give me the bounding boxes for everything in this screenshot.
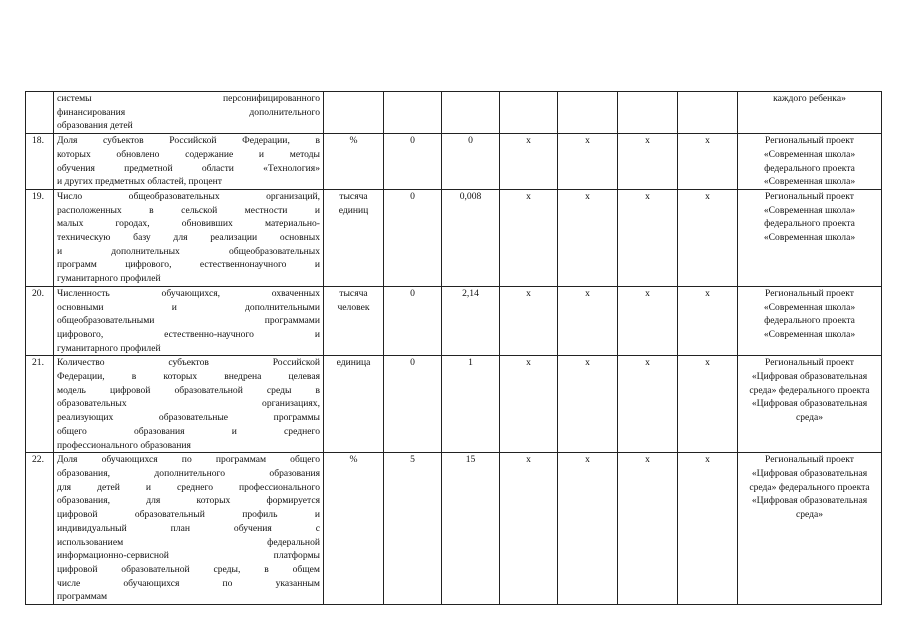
value-cell-v5: x: [618, 286, 678, 356]
project_lines-line: среда» федерального проекта: [749, 384, 870, 396]
name_lines-line: общего образования и среднего: [57, 425, 320, 437]
name_lines-line: системы персонифицированного: [57, 93, 320, 104]
value-cell-v6: x: [678, 134, 738, 190]
indicator-name: [54, 453, 324, 605]
table-row: [26, 453, 882, 605]
unit_lines-line: единиц: [338, 204, 369, 216]
name_lines-line: цифровой образовательной среды, в общем: [57, 563, 320, 575]
value-cell-v6: [678, 92, 738, 134]
value-cell-v2: 2,14: [442, 286, 500, 356]
name_lines-line: использованием федеральной: [57, 536, 320, 548]
value-cell-v1: 5: [384, 453, 442, 605]
unit-cell: [324, 134, 384, 190]
row-number: 22.: [26, 453, 54, 605]
project_lines-line: «Современная школа»: [763, 232, 856, 244]
name_lines-line: Число общеобразовательных организаций,: [57, 190, 320, 202]
project_lines-line: «Цифровая образовательная: [751, 371, 868, 383]
name_lines-line: финансирования дополнительного: [57, 106, 320, 118]
indicators-table: [25, 91, 882, 605]
value-cell-v3: x: [500, 286, 558, 356]
project_lines-line: «Современная школа»: [763, 328, 856, 340]
value-cell-v2: 1: [442, 356, 500, 453]
unit-cell: [324, 356, 384, 453]
name_lines-line: Численность обучающихся, охваченных: [57, 287, 320, 299]
value-cell-v3: x: [500, 453, 558, 605]
value-cell-v5: x: [618, 189, 678, 286]
value-cell-v3: x: [500, 189, 558, 286]
name_lines-line: образования, для которых формируется: [57, 495, 320, 507]
unit_lines-line: человек: [337, 301, 370, 313]
unit_lines-line: тысяча: [339, 287, 368, 299]
project-cell: [738, 286, 882, 356]
project_lines-line: среда»: [795, 412, 824, 424]
value-cell-v5: x: [618, 134, 678, 190]
indicator-name: [54, 356, 324, 453]
table-row: [26, 92, 882, 134]
value-cell-v4: x: [558, 453, 618, 605]
unit_lines-line: %: [349, 135, 358, 147]
name_lines-line: цифрового, естественно-научного и: [57, 328, 320, 340]
value-cell-v5: x: [618, 453, 678, 605]
project_lines-line: Региональный проект: [765, 454, 854, 466]
value-cell-v1: 0: [384, 134, 442, 190]
table-row: [26, 134, 882, 190]
project-cell: [738, 453, 882, 605]
name_lines-line: индивидуальный план обучения с: [57, 522, 320, 534]
name_lines-line: числе обучающихся по указанным: [57, 577, 320, 589]
unit-cell: [324, 189, 384, 286]
table-body: [26, 92, 882, 605]
project_lines-line: «Цифровая образовательная: [751, 467, 868, 479]
value-cell-v6: x: [678, 453, 738, 605]
value-cell-v3: [500, 92, 558, 134]
name_lines-line: расположенных в сельской местности и: [57, 204, 320, 216]
name_lines-line: общеобразовательными программами: [57, 315, 320, 327]
value-cell-v1: [384, 92, 442, 134]
project_lines-line: «Современная школа»: [763, 301, 856, 313]
project_lines-line: «Современная школа»: [763, 148, 856, 160]
name_lines-line: основными и дополнительными: [57, 301, 320, 313]
name_lines-line: Количество субъектов Российской: [57, 357, 320, 369]
unit-cell: [324, 286, 384, 356]
name_lines-line: которых обновлено содержание и методы: [57, 148, 320, 160]
value-cell-v1: 0: [384, 286, 442, 356]
name_lines-line: и дополнительных общеобразовательных: [57, 245, 320, 257]
name_lines-line: образования детей: [57, 120, 133, 132]
name_lines-line: для детей и среднего профессионального: [57, 481, 320, 493]
project_lines-line: федерального проекта: [764, 315, 855, 327]
value-cell-v6: x: [678, 189, 738, 286]
name_lines-line: программам: [57, 591, 108, 603]
project-cell: [738, 92, 882, 134]
value-cell-v3: x: [500, 356, 558, 453]
table-row: [26, 356, 882, 453]
value-cell-v1: 0: [384, 356, 442, 453]
indicator-name: [54, 134, 324, 190]
project_lines-line: Региональный проект: [765, 287, 854, 299]
value-cell-v4: x: [558, 356, 618, 453]
project_lines-line: федерального проекта: [764, 218, 855, 230]
value-cell-v6: x: [678, 356, 738, 453]
name_lines-line: Федерации, в которых внедрена целевая: [57, 371, 320, 383]
value-cell-v3: x: [500, 134, 558, 190]
value-cell-v5: x: [618, 356, 678, 453]
project_lines-line: Региональный проект: [765, 357, 854, 369]
value-cell-v2: 0,008: [442, 189, 500, 286]
row-number: [26, 92, 54, 134]
indicator-name: [54, 286, 324, 356]
name_lines-line: цифровой образовательный профиль и: [57, 509, 320, 521]
value-cell-v2: [442, 92, 500, 134]
value-cell-v5: [618, 92, 678, 134]
value-cell-v4: x: [558, 134, 618, 190]
value-cell-v6: x: [678, 286, 738, 356]
name_lines-line: техническую базу для реализации основных: [57, 232, 320, 244]
project_lines-line: Региональный проект: [765, 135, 854, 147]
value-cell-v2: 15: [442, 453, 500, 605]
project-cell: [738, 189, 882, 286]
value-cell-v4: x: [558, 286, 618, 356]
project_lines-line: каждого ребенка»: [773, 93, 846, 104]
table-row: [26, 189, 882, 286]
indicator-name: [54, 92, 324, 134]
value-cell-v1: 0: [384, 189, 442, 286]
row-number: 21.: [26, 356, 54, 453]
name_lines-line: профессионального образования: [57, 439, 191, 451]
name_lines-line: образовательных организациях,: [57, 398, 320, 410]
unit_lines-line: %: [349, 454, 358, 466]
name_lines-line: малых городах, обновивших материально-: [57, 218, 320, 230]
unit-cell: [324, 453, 384, 605]
name_lines-line: программ цифрового, естественнонаучного и: [57, 259, 320, 271]
project-cell: [738, 356, 882, 453]
name_lines-line: реализующих образовательные программы: [57, 412, 320, 424]
table-row: [26, 286, 882, 356]
unit_lines-line: единица: [336, 357, 371, 369]
name_lines-line: и других предметных областей, процент: [57, 176, 222, 188]
project_lines-line: Региональный проект: [765, 190, 854, 202]
name_lines-line: гуманитарного профилей: [57, 273, 161, 285]
project_lines-line: среда» федерального проекта: [749, 481, 870, 493]
value-cell-v4: x: [558, 189, 618, 286]
indicator-name: [54, 189, 324, 286]
project-cell: [738, 134, 882, 190]
value-cell-v2: 0: [442, 134, 500, 190]
project_lines-line: «Современная школа»: [763, 204, 856, 216]
project_lines-line: «Цифровая образовательная: [751, 495, 868, 507]
row-number: 18.: [26, 134, 54, 190]
value-cell-v4: [558, 92, 618, 134]
project_lines-line: федерального проекта: [764, 162, 855, 174]
unit_lines-line: тысяча: [339, 190, 368, 202]
project_lines-line: «Современная школа»: [763, 176, 856, 188]
project_lines-line: среда»: [795, 509, 824, 521]
project_lines-line: «Цифровая образовательная: [751, 398, 868, 410]
name_lines-line: гуманитарного профилей: [57, 342, 161, 354]
name_lines-line: модель цифровой образовательной среды в: [57, 384, 320, 396]
name_lines-line: Доля субъектов Российской Федерации, в: [57, 135, 320, 147]
unit-cell: [324, 92, 384, 134]
name_lines-line: информационно-сервисной платформы: [57, 550, 320, 562]
row-number: 20.: [26, 286, 54, 356]
row-number: 19.: [26, 189, 54, 286]
name_lines-line: образования, дополнительного образования: [57, 467, 320, 479]
name_lines-line: обучения предметной области «Технология»: [57, 162, 320, 174]
name_lines-line: Доля обучающихся по программам общего: [57, 454, 320, 466]
